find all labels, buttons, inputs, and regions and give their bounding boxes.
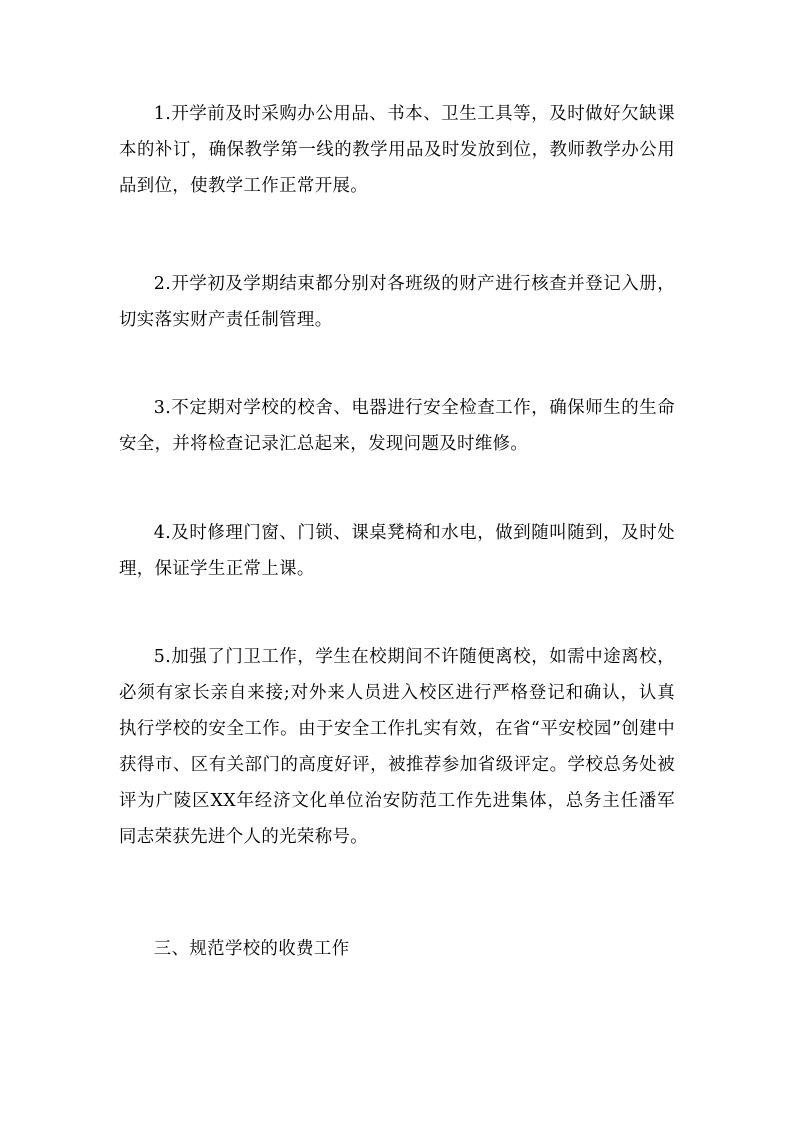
paragraph-5: 5.加强了门卫工作，学生在校期间不许随便离校，如需中途离校，必须有家长亲自来接;对外来人员进入校区进行严格登记和确认，认真执行学校的安全工作。由于安全工作扎实有效，在省“平安校园”创建中获得市、区有关部门的高度好评，被推荐参加省级评定。学校总务处被评为广陵区XX年经济文化单位治安防范工作先进集体，总务主任潘军同志荣获先进个人的光荣称号。 [119,647,675,847]
paragraph-4: 4.及时修理门窗、门锁、课桌凳椅和水电，做到随叫随到，及时处理，保证学生正常上课。 [119,523,675,579]
paragraph-3: 3.不定期对学校的校舍、电器进行安全检查工作，确保师生的生命安全，并将检查记录汇总起来，发现问题及时维修。 [119,398,675,454]
paragraph-1: 1.开学前及时采购办公用品、书本、卫生工具等，及时做好欠缺课本的补订，确保教学第一线的教学用品及时发放到位，教师教学办公用品到位，使教学工作正常开展。 [119,104,675,196]
section-heading: 三、规范学校的收费工作 [153,939,350,959]
paragraph-2: 2.开学初及学期结束都分别对各班级的财产进行核查并登记入册，切实落实财产责任制管理。 [119,274,675,330]
